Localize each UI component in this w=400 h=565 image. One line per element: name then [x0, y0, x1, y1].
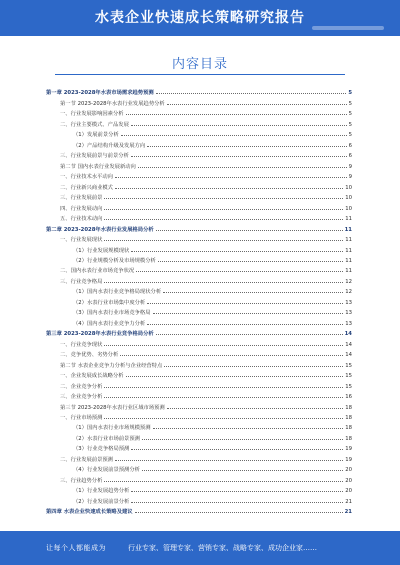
toc-entry[interactable] [46, 285, 352, 295]
toc-leader-dots [142, 470, 343, 471]
toc-entry[interactable] [46, 369, 352, 379]
toc-entry-title: 五、行业技术动向 [60, 216, 103, 223]
toc-leader-dots [104, 345, 343, 346]
toc-entry-title: 第一节 2023-2028年水表行业发展趋势分析 [60, 100, 165, 107]
toc-entry[interactable] [46, 295, 352, 305]
toc-leader-dots [167, 104, 347, 105]
report-title: 水表企业快速成长策略研究报告 [95, 10, 305, 26]
toc-leader-dots [158, 261, 343, 262]
toc-entry[interactable] [46, 390, 352, 400]
toc-entry-title: （1）行业发展趋势分析 [73, 488, 130, 495]
toc-entry-title: 第二节 国内水表行业发展新动向 [60, 163, 136, 170]
toc-leader-dots [167, 408, 344, 409]
toc-entry-title: 四、行业发展动向 [60, 205, 103, 212]
toc-entry-page: 20 [345, 467, 352, 474]
toc-leader-dots [104, 418, 343, 419]
toc-entry-page: 14 [344, 331, 352, 338]
toc-leader-dots [142, 439, 343, 440]
toc-entry-page: 6 [348, 153, 352, 160]
toc-entry-title: 三、行业发展前景与前景分析 [60, 153, 129, 160]
toc-entry[interactable] [46, 233, 352, 243]
toc-leader-dots [131, 125, 347, 126]
toc-entry-page: 11 [345, 247, 352, 254]
toc-entry[interactable] [46, 452, 352, 462]
toc-leader-dots [156, 93, 347, 94]
report-header [0, 0, 400, 36]
toc-entry-page: 5 [348, 132, 352, 139]
toc-entry[interactable] [46, 358, 352, 368]
toc-entry-title: （2）水表行业市场集中度分析 [73, 299, 146, 306]
toc-entry-page: 20 [345, 488, 352, 495]
toc-entry[interactable] [46, 212, 352, 222]
toc-entry-title: （1）国内水表行业竞争格局现状分析 [73, 289, 162, 296]
toc-entry-page: 21 [344, 509, 352, 516]
toc-entry-title: 二、行业新兴商业模式 [60, 184, 113, 191]
toc-entry[interactable] [46, 159, 352, 169]
toc-leader-dots [131, 502, 343, 503]
toc-entry-page: 20 [345, 477, 352, 484]
toc-entry[interactable] [46, 306, 352, 316]
toc-entry-page: 14 [345, 341, 352, 348]
toc-entry-page: 18 [345, 415, 352, 421]
toc-leader-dots [104, 397, 343, 398]
header-decoration [312, 26, 384, 30]
toc-entry[interactable] [46, 505, 352, 515]
toc-entry-page: 5 [348, 121, 352, 128]
toc-entry[interactable] [46, 337, 352, 347]
toc-leader-dots [104, 387, 343, 388]
toc-entry-title: 二、行业发展前景预测 [60, 456, 113, 463]
toc-entry[interactable] [46, 96, 352, 106]
toc-entry-title: 二、竞争优势、劣势分析 [60, 352, 119, 359]
toc-entry-page: 14 [345, 352, 352, 359]
toc-entry-title: （1）行业发展规模现状 [73, 247, 130, 254]
toc-leader-dots [131, 156, 347, 157]
toc-entry-title: 二、国内水表行业市场竞争状况 [60, 268, 135, 275]
toc-entry-title: 第三章 2023-2028年水表行业竞争格局分析 [46, 331, 154, 338]
toc-entry[interactable] [46, 138, 352, 148]
toc-entry-title: 二、行业主要模式、产品发展 [60, 121, 129, 128]
toc-entry-title: （2）产品结构升级及发展方向 [73, 142, 146, 149]
toc-entry-title: 一、行业竞争现状 [60, 341, 103, 348]
toc-entry-page: 9 [348, 163, 352, 170]
toc-entry[interactable] [46, 180, 352, 190]
toc-entry[interactable] [46, 274, 352, 284]
toc-leader-dots [126, 114, 347, 115]
toc-entry-page: 10 [345, 195, 352, 202]
toc-entry-page: 13 [345, 320, 352, 327]
toc-entry-title: 三、企业竞争分析 [60, 394, 103, 401]
toc-entry-page: 9 [348, 174, 352, 181]
toc-entry-page: 18 [345, 435, 352, 442]
toc-leader-dots [104, 481, 343, 482]
toc-entry-title: 一、行业发展影响因素分析 [60, 111, 124, 118]
toc-entry[interactable] [46, 379, 352, 389]
toc-entry-page: 18 [345, 404, 352, 411]
footer-slogan-left: 让每个人都能成为 [46, 544, 106, 552]
toc-entry-title: 第二章 2023-2028年水表行业发展格局分析 [46, 226, 154, 233]
toc-entry-page: 11 [345, 257, 352, 264]
toc-leader-dots [147, 146, 346, 147]
toc-entry-title: 第三节 2023-2028年水表行业区域市场预测 [60, 404, 165, 411]
toc-entry-title: 一、行业发展现状 [60, 237, 103, 244]
toc-entry[interactable] [46, 400, 352, 410]
toc-leader-dots [138, 167, 347, 168]
toc-entry[interactable] [46, 222, 352, 232]
toc-entry-page: 13 [345, 299, 352, 306]
toc-entry-page: 12 [345, 278, 352, 285]
toc-entry-title: （2）行业发展前景分析 [73, 498, 130, 505]
toc-entry[interactable] [46, 128, 352, 138]
toc-leader-dots [131, 491, 343, 492]
toc-entry-title: 第四章 水表企业快速成长策略及建议 [46, 509, 133, 516]
toc-entry-title: （1）国内水表行业市场规模预测 [73, 425, 151, 432]
toc-leader-dots [135, 512, 343, 513]
toc-leader-dots [131, 449, 343, 450]
toc-entry[interactable] [46, 243, 352, 253]
toc-entry-title: 二、企业竞争分析 [60, 383, 103, 390]
toc-entry[interactable] [46, 149, 352, 159]
toc-leader-dots [147, 324, 343, 325]
toc-entry[interactable] [46, 421, 352, 431]
toc-leader-dots [104, 240, 343, 241]
toc-entry[interactable] [46, 170, 352, 180]
toc-leader-dots [156, 334, 343, 335]
toc-entry-page: 10 [345, 205, 352, 212]
toc-entry[interactable] [46, 201, 352, 211]
toc-leader-dots [104, 282, 343, 283]
toc-leader-dots [120, 355, 343, 356]
toc-entry[interactable] [46, 86, 352, 96]
toc-entry-title: 第一章 2023-2028年水表市场需求趋势预测 [46, 90, 154, 97]
toc-entry[interactable] [46, 327, 352, 337]
toc-entry-page: 15 [345, 383, 352, 390]
toc-entry-page: 11 [344, 226, 352, 233]
toc-entry[interactable] [46, 494, 352, 504]
toc-entry-title: 一、行业技术水平动向 [60, 174, 113, 181]
toc-leader-dots [153, 313, 344, 314]
toc-entry[interactable] [46, 264, 352, 274]
toc-entry[interactable] [46, 107, 352, 117]
toc-leader-dots [147, 303, 343, 304]
toc-entry-title: 一、企业发展成长战略分析 [60, 373, 124, 380]
toc-entry-title: 三、行业发展前景 [60, 195, 103, 202]
toc-entry-page: 19 [345, 446, 352, 453]
toc-leader-dots [163, 292, 343, 293]
toc-entry-title: 第二节 水表企业竞争力分析与企业经营特点 [60, 362, 163, 369]
toc-leader-dots [115, 188, 343, 189]
toc-entry-page: 5 [348, 90, 352, 97]
toc-entry[interactable] [46, 473, 352, 483]
toc-entry-title: （2）行业规模分析及市场规模分析 [73, 257, 156, 264]
toc-heading: 内容目录 [171, 57, 228, 72]
toc-entry-title: （4）国内水表行业竞争力分析 [73, 320, 146, 327]
toc-entry[interactable] [46, 431, 352, 441]
toc-leader-dots [131, 251, 343, 252]
toc-leader-dots [126, 376, 344, 377]
toc-leader-dots [104, 198, 343, 199]
toc-entry-page: 11 [345, 216, 352, 223]
toc-entry-page: 19 [345, 456, 352, 463]
toc-entry-page: 16 [345, 394, 352, 401]
toc-leader-dots [153, 428, 344, 429]
toc-entry-page: 5 [348, 111, 352, 118]
toc-entry-title: 三、行业竞争格局 [60, 278, 103, 285]
toc-entry[interactable] [46, 191, 352, 201]
toc-entry-title: （2）水表行业市场前景预测 [73, 435, 140, 442]
toc-leader-dots [115, 460, 343, 461]
toc-entry-page: 10 [345, 184, 352, 191]
toc-entry[interactable] [46, 411, 352, 421]
toc-leader-dots [115, 177, 347, 178]
toc-entry-title: （3）行业竞争格局预测 [73, 446, 130, 453]
toc-entry-page: 13 [345, 310, 352, 317]
toc-entry-page: 15 [345, 373, 352, 380]
toc-entry-page: 21 [345, 498, 352, 505]
toc-entry[interactable] [46, 254, 352, 264]
toc-entry-title: （4）行业发展前景预测分析 [73, 467, 140, 474]
toc-entry-page: 15 [345, 362, 352, 369]
toc-entry-title: 一、行业市场预测 [60, 415, 103, 421]
toc-entry-page: 12 [345, 289, 352, 296]
toc-entry[interactable] [46, 316, 352, 326]
toc-leader-dots [104, 209, 343, 210]
toc-leader-dots [156, 230, 343, 231]
toc-entry-page: 11 [345, 268, 352, 275]
toc-entry[interactable] [46, 117, 352, 127]
toc-leader-dots [164, 366, 343, 367]
toc-entry-title: （3）国内水表行业市场竞争格局 [73, 310, 151, 317]
toc-entry[interactable] [46, 442, 352, 452]
footer-slogan-right: 行业专家、管理专家、营销专家、战略专家、成功企业家…… [128, 544, 317, 552]
toc-leader-dots [136, 271, 343, 272]
toc-entry-title: （1）发展前景分析 [73, 132, 119, 139]
toc-entry-page: 11 [345, 237, 352, 244]
toc-entry-page: 5 [348, 100, 352, 107]
toc-entry-page: 6 [348, 142, 352, 149]
report-footer [0, 531, 400, 565]
toc-entry[interactable] [46, 348, 352, 358]
table-of-contents [46, 86, 352, 515]
toc-heading-underline [55, 74, 345, 75]
toc-leader-dots [121, 135, 347, 136]
toc-leader-dots [104, 219, 343, 220]
toc-entry[interactable] [46, 484, 352, 494]
toc-entry-page: 18 [345, 425, 352, 432]
toc-entry[interactable] [46, 463, 352, 473]
toc-entry-title: 三、行业趋势分析 [60, 477, 103, 484]
